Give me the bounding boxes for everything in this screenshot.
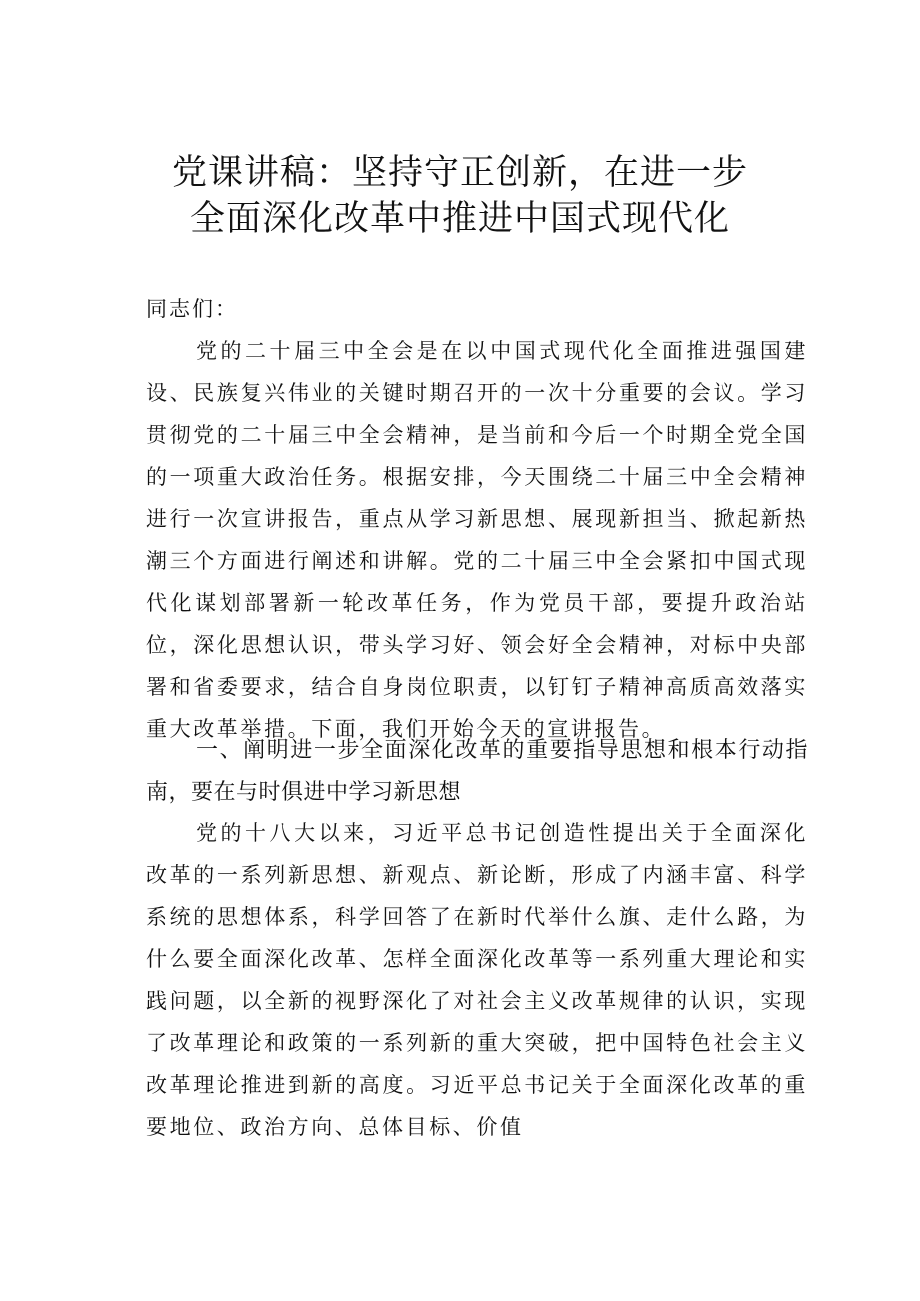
- section-heading-1: 一、阐明进一步全面深化改革的重要指导思想和根本行动指南，要在与时俱进中学习新思想: [146, 738, 808, 805]
- salutation: 同志们：: [146, 297, 238, 321]
- paragraph-section-1: 党的十八大以来，习近平总书记创造性提出关于全面深化改革的一系列新思想、新观点、新论断，形成了内涵丰富、科学系统的思想体系，科学回答了在新时代举什么旗、走什么路，为什么要全面深化改革、怎样全面深化改革等一系列重大理论和实践问题，以全新的视野深化了对社会主义改革规律的认识，实现了改革理论和政策的一系列新的重大突破，把中国特色社会主义改革理论推进到新的高度。习近平总书记关于全面深化改革的重要地位、政治方向、总体目标、价值: [146, 821, 808, 1139]
- paragraph-intro: 党的二十届三中全会是在以中国式现代化全面推进强国建设、民族复兴伟业的关键时期召开的一次十分重要的会议。学习贯彻党的二十届三中全会精神，是当前和今后一个时期全党全国的一项重大政治任务。根据安排，今天围绕二十届三中全会精神进行一次宣讲报告，重点从学习新思想、展现新担当、掀起新热潮三个方面进行阐述和讲解。党的二十届三中全会紧扣中国式现代化谋划部署新一轮改革任务，作为党员干部，要提升政治站位，深化思想认识，带头学习好、领会好全会精神，对标中央部署和省委要求，结合自身岗位职责，以钉钉子精神高质高效落实重大改革举措。下面，我们开始今天的宣讲报告。: [146, 339, 808, 741]
- document-title-line-2: 全面深化改革中推进中国式现代化: [189, 199, 730, 239]
- document-title-line-1: 党课讲稿：坚持守正创新，在进一步: [171, 153, 748, 193]
- document-title: [140, 150, 780, 242]
